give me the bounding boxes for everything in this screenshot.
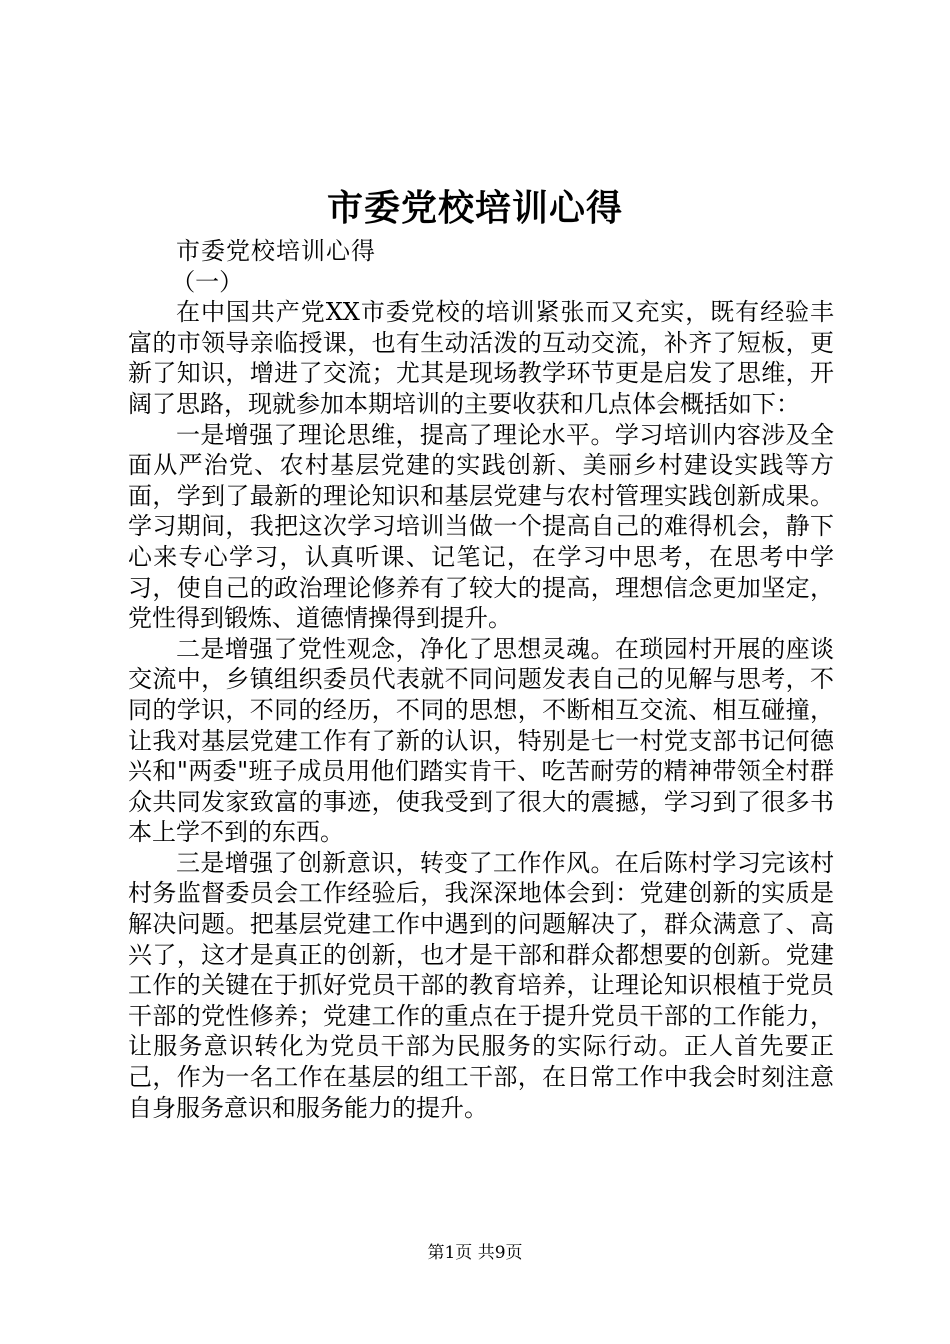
document-subtitle: 市委党校培训心得 [176,237,376,265]
document-body [128,236,834,1123]
page-footer: 第1页 共9页 [427,1243,523,1263]
paragraph-point-two: 二是增强了党性观念，净化了思想灵魂。在琐园村开展的座谈交流中，乡镇组织委员代表就不同问题发表自己的见解与思考，不同的学识，不同的经历，不同的思想，不断相互交流、相互碰撞，让我对基层党建工作有了新的认识，特别是七一村党支部书记何德兴和"两委"班子成员用他们踏实肯干、吃苦耐劳的精神带领全村群众共同发家致富的事迹，使我受到了很大的震撼，学习到了很多书本上学不到的东西。 [128,634,834,847]
paragraph-point-one: 一是增强了理论思维，提高了理论水平。学习培训内容涉及全面从严治党、农村基层党建的实践创新、美丽乡村建设实践等方面，学到了最新的理论知识和基层党建与农村管理实践创新成果。学习期间，我把这次学习培训当做一个提高自己的难得机会，静下心来专心学习，认真听课、记笔记，在学习中思考，在思考中学习，使自己的政治理论修养有了较大的提高，理想信念更加坚定，党性得到锻炼、道德情操得到提升。 [128,420,834,633]
paragraph-point-three: 三是增强了创新意识，转变了工作作风。在后陈村学习完该村村务监督委员会工作经验后，我深深地体会到：党建创新的实质是解决问题。把基层党建工作中遇到的问题解决了，群众满意了、高兴了，这才是真正的创新，也才是干部和群众都想要的创新。党建工作的关键在于抓好党员干部的教育培养，让理论知识根植于党员干部的党性修养；党建工作的重点在于提升党员干部的工作能力，让服务意识转化为党员干部为民服务的实际行动。正人首先要正己，作为一名工作在基层的组工干部，在日常工作中我会时刻注意自身服务意识和服务能力的提升。 [128,848,834,1122]
document-title: 市委党校培训心得 [326,187,623,229]
section-marker: （一） [171,267,244,296]
paragraph-intro: 在中国共产党XX市委党校的培训紧张而又充实，既有经验丰富的市领导亲临授课，也有生动活泼的互动交流，补齐了短板，更新了知识，增进了交流；尤其是现场教学环节更是启发了思维，开阔了思路，现就参加本期培训的主要收获和几点体会概括如下： [128,298,834,418]
